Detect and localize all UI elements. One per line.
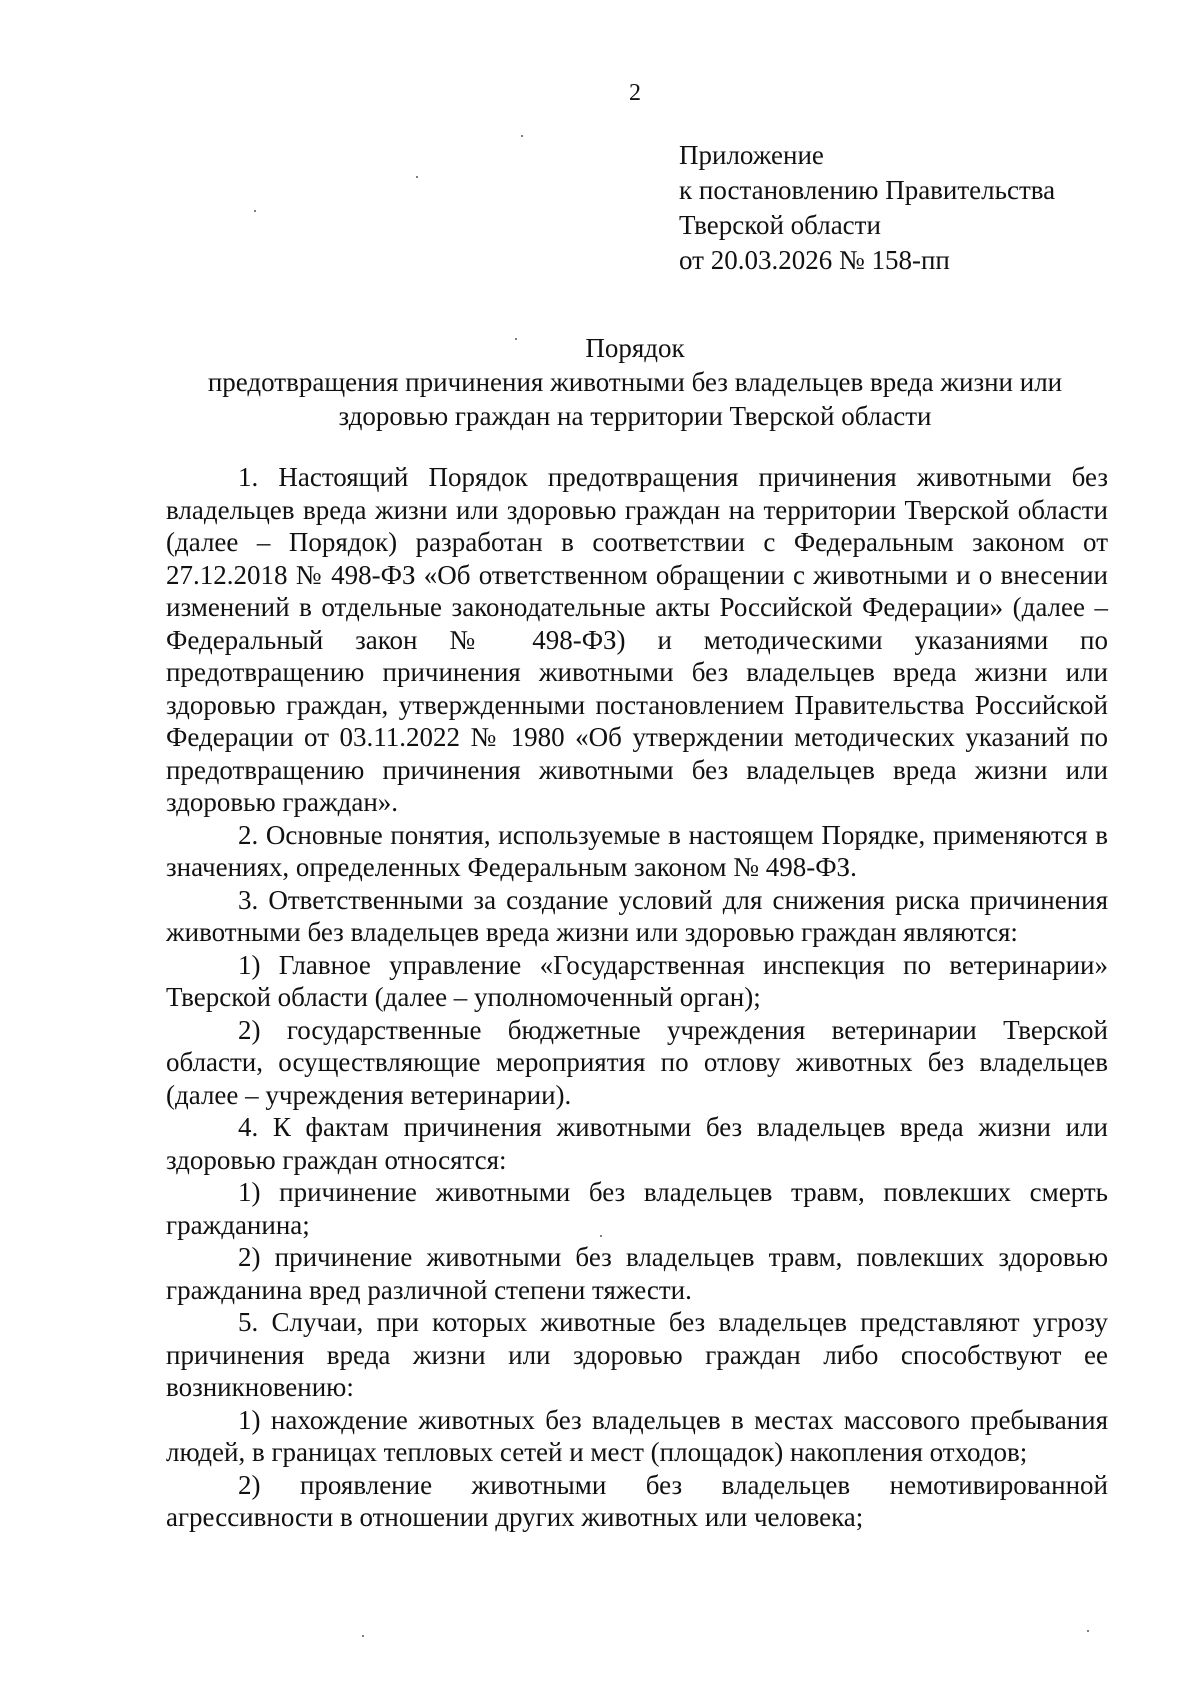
scan-speck bbox=[1087, 1630, 1089, 1632]
appendix-date-number: от 20.03.2026 № 158-пп bbox=[679, 245, 950, 275]
appendix-line: Приложение bbox=[679, 140, 824, 170]
paragraph-4: 4. К фактам причинения животными без владельцев вреда жизни или здоровью граждан относятся: bbox=[166, 1112, 1108, 1175]
title-heading: Порядок bbox=[585, 333, 685, 363]
paragraph-3-item-2: 2) государственные бюджетные учреждения ветеринарии Тверской области, осуществляющие мероприятия по отлову животных без владельцев (далее – учреждения ветеринарии). bbox=[166, 1014, 1108, 1110]
scan-speck bbox=[600, 1235, 602, 1237]
title-line: здоровью граждан на территории Тверской области bbox=[338, 401, 932, 431]
paragraph-1: 1. Настоящий Порядок предотвращения причинения животными без владельцев вреда жизни или здоровью граждан на территории Тверской области (далее – Порядок) разработан в соответствии с Федеральным законом от 27.12.2018 № 498-ФЗ «Об ответственном обращении с животными и о внесении изменений в отдельные законодательные акты Российской Федерации» (далее – Федеральный закон № 498-ФЗ) и методическими указаниями по предотвращению причинения животными без владельцев вреда жизни или здоровью граждан, утвержденными постановлением Правительства Российской Федерации от 03.11.2022 № 1980 «Об утверждении методических указаний по предотвращению причинения животными без владельцев вреда жизни или здоровью граждан». bbox=[166, 462, 1108, 817]
paragraph-3-item-1: 1) Главное управление «Государственная инспекция по ветеринарии» Тверской области (далее – уполномоченный орган); bbox=[166, 949, 1108, 1012]
paragraph-5-item-1: 1) нахождение животных без владельцев в местах массового пребывания людей, в границах тепловых сетей и мест (площадок) накопления отходов; bbox=[166, 1404, 1108, 1467]
paragraph-5-item-2: 2) проявление животными без владельцев немотивированной агрессивности в отношении других животных или человека; bbox=[166, 1469, 1108, 1532]
appendix-line: Тверской области bbox=[679, 210, 881, 240]
scan-speck bbox=[521, 135, 523, 137]
appendix-line: к постановлению Правительства bbox=[679, 175, 1056, 205]
document-body bbox=[166, 461, 1108, 1534]
scan-speck bbox=[515, 338, 517, 340]
paragraph-4-item-2: 2) причинение животными без владельцев травм, повлекших здоровью гражданина вред различной степени тяжести. bbox=[166, 1242, 1108, 1305]
scan-speck bbox=[362, 1635, 364, 1637]
title-line: предотвращения причинения животными без владельцев вреда жизни или bbox=[207, 367, 1063, 397]
paragraph-4-item-1: 1) причинение животными без владельцев травм, повлекших смерть гражданина; bbox=[166, 1177, 1108, 1240]
page-number: 2 bbox=[629, 80, 641, 106]
scan-speck bbox=[254, 210, 256, 212]
document-title bbox=[160, 331, 1110, 433]
paragraph-2: 2. Основные понятия, используемые в настоящем Порядке, применяются в значениях, определенных Федеральным законом № 498-ФЗ. bbox=[166, 819, 1108, 882]
scan-speck bbox=[416, 176, 418, 178]
appendix-header bbox=[679, 138, 1055, 278]
paragraph-5: 5. Случаи, при которых животные без владельцев представляют угрозу причинения вреда жизни или здоровью граждан либо способствуют ее возникновению: bbox=[166, 1307, 1108, 1402]
paragraph-3: 3. Ответственными за создание условий для снижения риска причинения животными без владельцев вреда жизни или здоровью граждан являются: bbox=[166, 884, 1108, 947]
